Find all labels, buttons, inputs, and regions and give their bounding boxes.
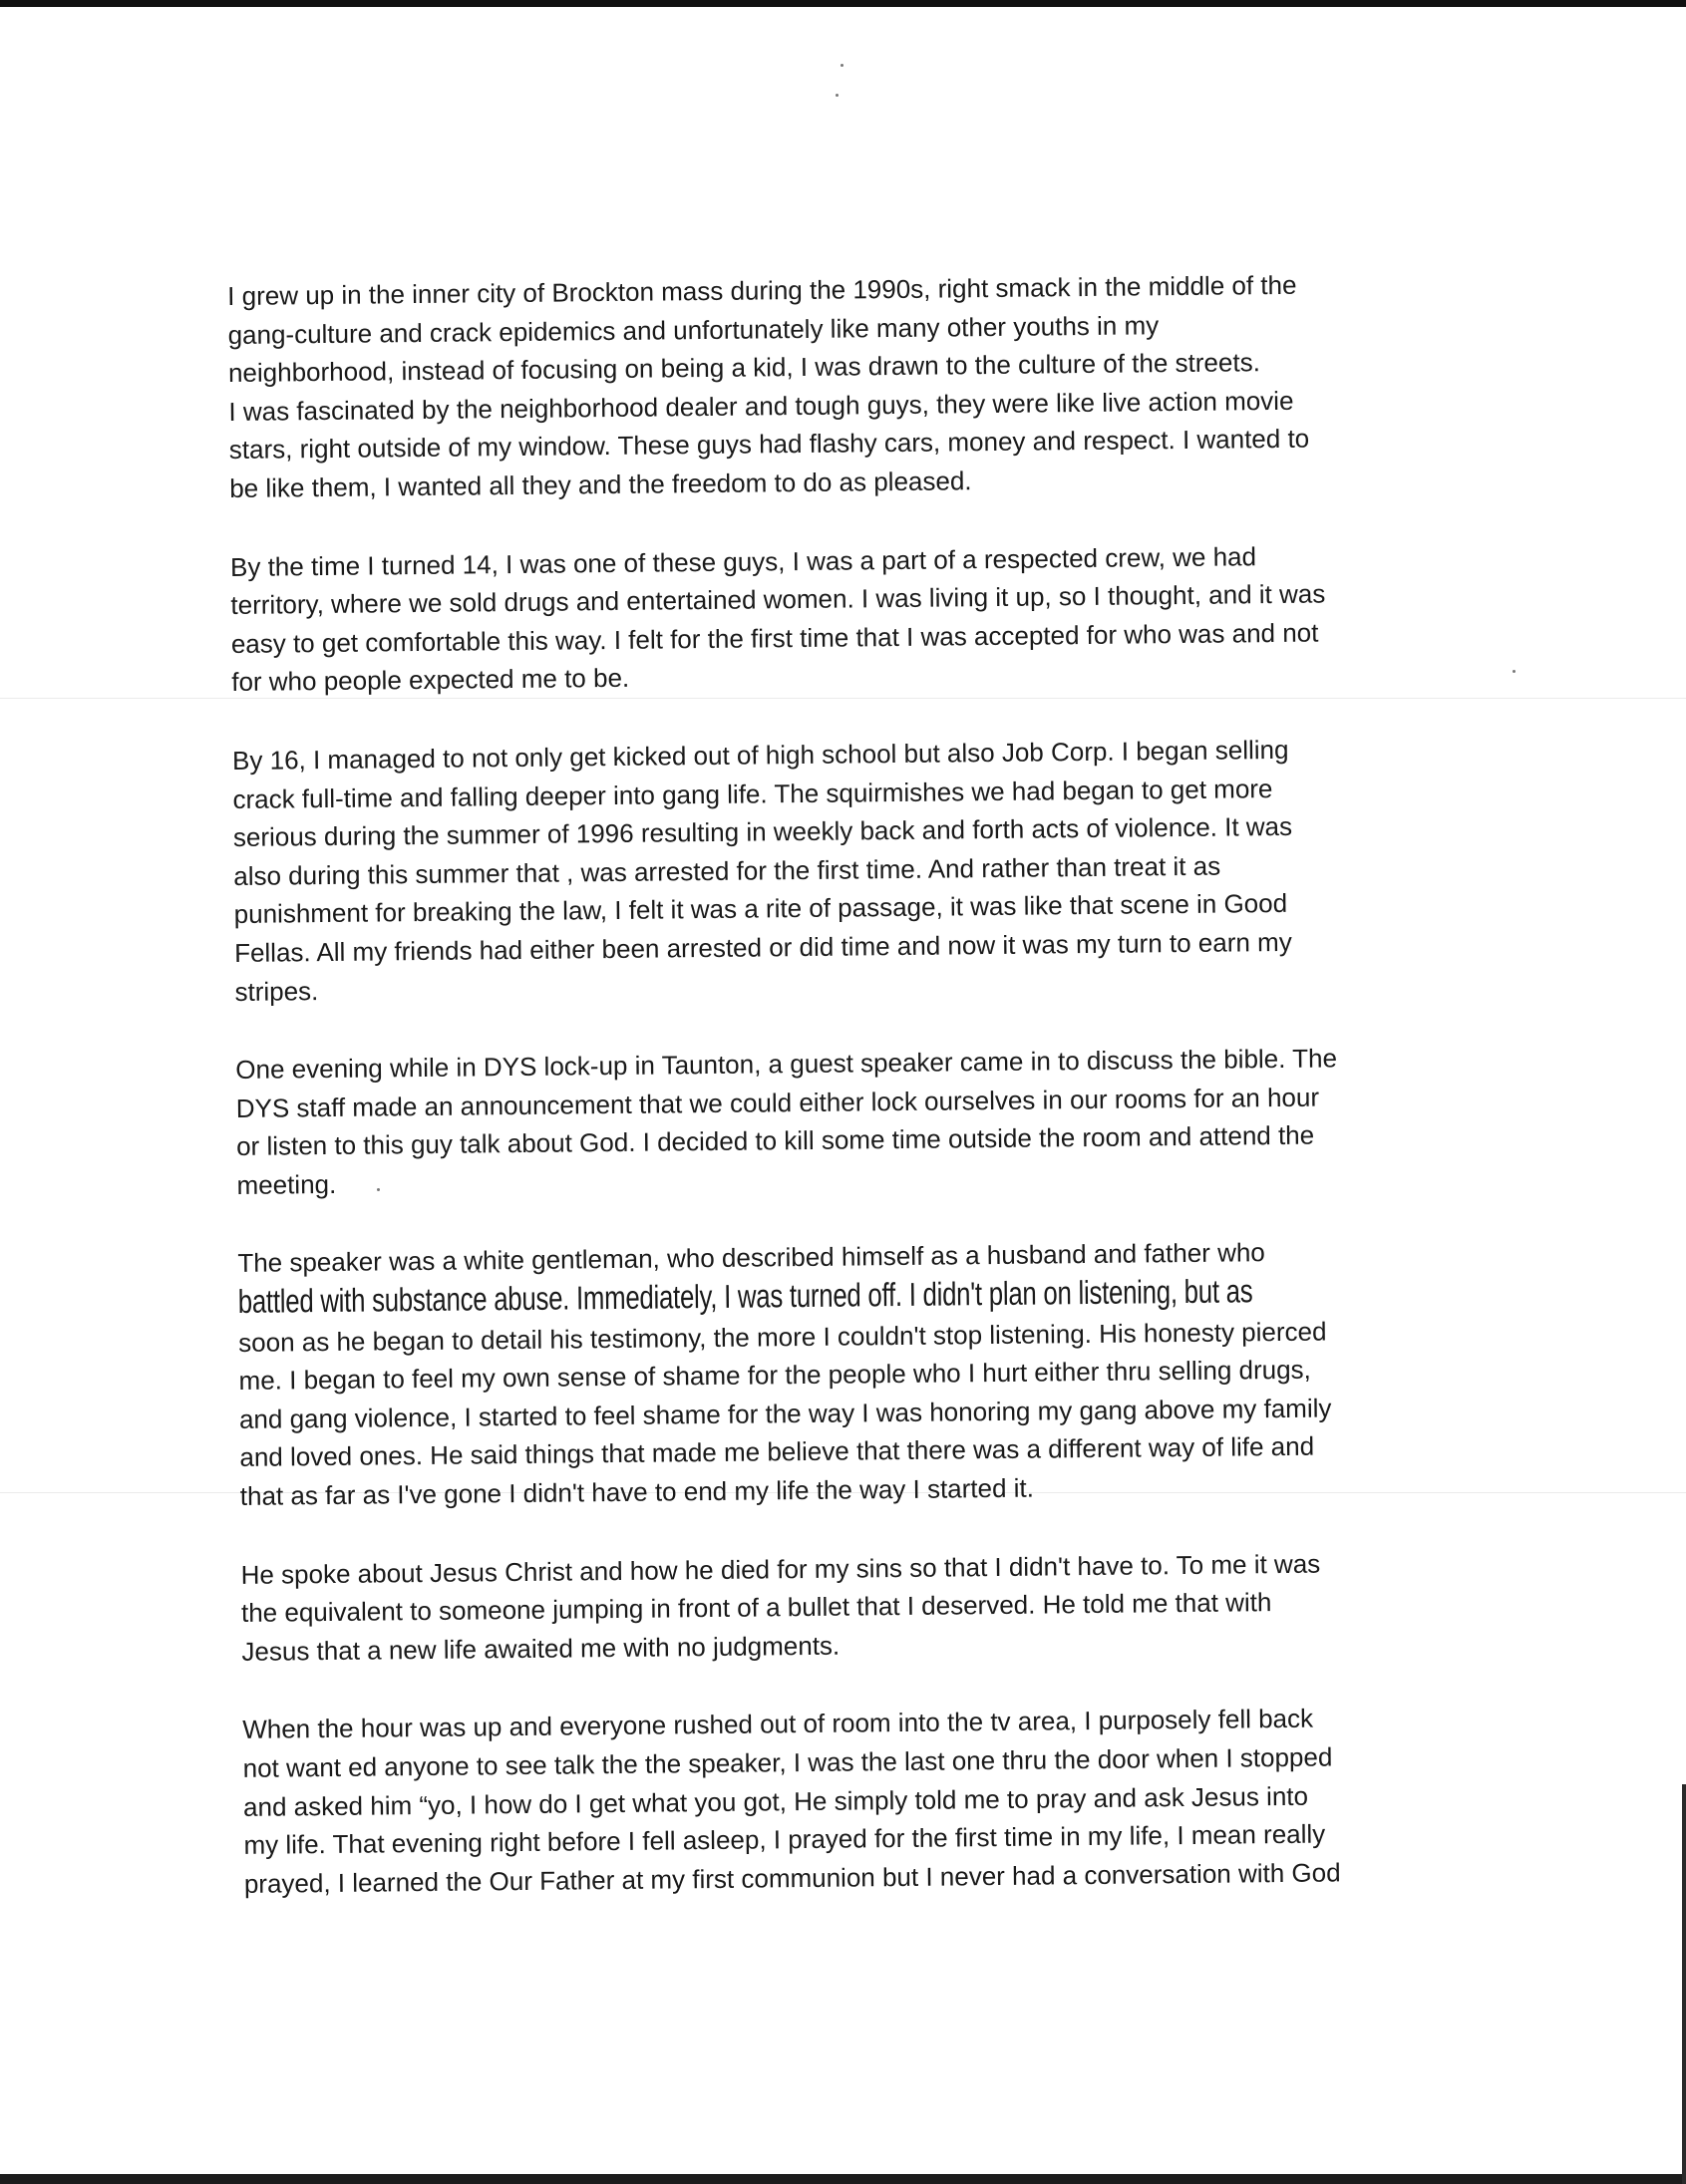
text-line: easy to get comfortable this way. I felt for the first time that I was accepted for who was and not: [230, 617, 1319, 659]
paragraph-age-16: [232, 729, 1482, 1011]
text-line: also during this summer that , was arrested for the first time. And rather than treat it as: [233, 850, 1221, 891]
scan-speck: [1513, 670, 1516, 673]
text-line: and asked him “yo, I how do I get what you got, He simply told me to pray and ask Jesus into: [242, 1780, 1309, 1822]
text-line: me. I began to feel my own sense of shame for the people who I hurt either thru selling drugs,: [238, 1354, 1311, 1397]
scan-right-edge: [1682, 1784, 1686, 2184]
text-line: punishment for breaking the law, I felt it was a rite of passage, it was like that scene in Good: [233, 888, 1288, 930]
paragraph-dys-lockup: [235, 1038, 1484, 1204]
text-line: The speaker was a white gentleman, who described himself as a husband and father who: [237, 1237, 1265, 1279]
text-line: be like them, I wanted all they and the freedom to do as pleased.: [229, 466, 972, 503]
text-line: One evening while in DYS lock-up in Taunton, a guest speaker came in to discuss the bible. The: [235, 1043, 1338, 1086]
text-line: I was fascinated by the neighborhood dealer and tough guys, they were like live action movie: [228, 385, 1294, 427]
paragraph-speaker: [237, 1231, 1487, 1515]
text-line: meeting.: [236, 1168, 337, 1200]
paragraph-age-14: [230, 534, 1479, 701]
text-line: the equivalent to someone jumping in front of a bullet that I deserved. He told me that with: [240, 1587, 1272, 1629]
paragraph-prayer: [242, 1698, 1491, 1903]
text-line: Jesus that a new life awaited me with no judgments.: [241, 1630, 841, 1667]
scan-speck: [836, 94, 839, 97]
scan-speck: [841, 64, 843, 67]
text-line: or listen to this guy talk about God. I decided to kill some time outside the room and attend the: [235, 1119, 1315, 1162]
text-line: I grew up in the inner city of Brockton mass during the 1990s, right smack in the middle of the: [227, 269, 1297, 311]
condensed-text: battled with substance abuse. Immediately, I was turned off. I didn't plan on listening, but as: [237, 1272, 1253, 1321]
text-line: and loved ones. He said things that made me believe that there was a different way of life and: [239, 1431, 1315, 1473]
text-line: By 16, I managed to not only get kicked out of high school but also Job Corp. I began selling: [231, 734, 1289, 776]
text-line: soon as he began to detail his testimony, the more I couldn't stop listening. His honesty pierced: [238, 1316, 1327, 1358]
text-line: stripes.: [234, 975, 319, 1007]
text-line: When the hour was up and everyone rushed out of room into the tv area, I purposely fell back: [242, 1704, 1314, 1745]
text-line: Fellas. All my friends had either been arrested or did time and now it was my turn to earn my: [233, 926, 1292, 968]
letter-body: [227, 264, 1491, 1943]
text-line: DYS staff made an announcement that we could either lock ourselves in our rooms for an hour: [235, 1082, 1320, 1123]
text-line: stars, right outside of my window. These guys had flashy cars, money and respect. I wanted to: [228, 424, 1310, 466]
text-line: By the time I turned 14, I was one of these guys, I was a part of a respected crew, we had: [229, 540, 1257, 582]
paragraph-childhood: [227, 264, 1476, 508]
scan-bottom-edge: [0, 2174, 1686, 2184]
paragraph-jesus: [240, 1542, 1488, 1671]
text-line: and gang violence, I started to feel shame for the way I was honoring my gang above my family: [238, 1393, 1332, 1434]
text-line: for who people expected me to be.: [231, 663, 630, 698]
text-line: territory, where we sold drugs and entertained women. I was living it up, so I thought, and it was: [230, 578, 1326, 621]
text-line: gang-culture and crack epidemics and unfortunately like many other youths in my: [227, 309, 1160, 350]
scan-top-edge: [0, 0, 1686, 7]
text-line: neighborhood, instead of focusing on being a kid, I was drawn to the culture of the streets.: [227, 347, 1260, 389]
text-line: that as far as I've gone I didn't have to end my life the way I started it.: [239, 1472, 1035, 1511]
text-line: my life. That evening right before I fell asleep, I prayed for the first time in my life, I mean really: [243, 1818, 1326, 1861]
text-line: prayed, I learned the Our Father at my first communion but I never had a conversation with God: [243, 1857, 1341, 1899]
text-line: serious during the summer of 1996 resulting in weekly back and forth acts of violence. It was: [232, 810, 1293, 853]
text-line: crack full-time and falling deeper into gang life. The squirmishes we had began to get more: [232, 773, 1273, 814]
text-line: He spoke about Jesus Christ and how he died for my sins so that I didn't have to. To me it was: [240, 1548, 1321, 1590]
text-line: not want ed anyone to see talk the the speaker, I was the last one thru the door when I stopped: [242, 1741, 1333, 1783]
